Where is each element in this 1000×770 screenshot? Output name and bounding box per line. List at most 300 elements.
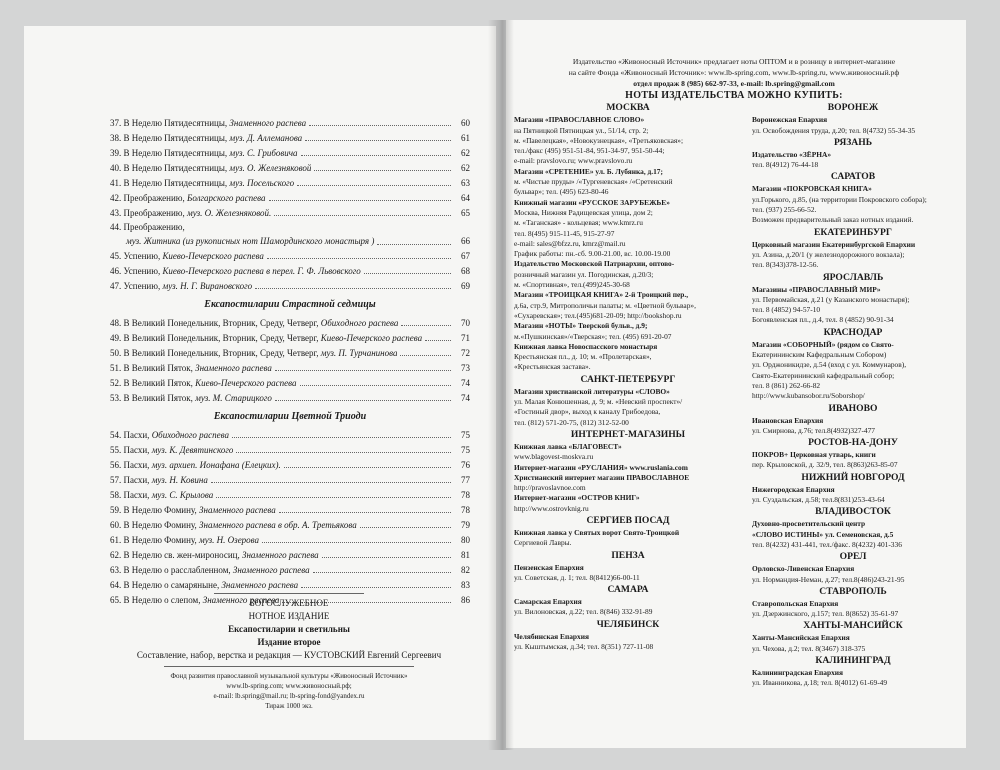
toc-page-number: 74 xyxy=(461,393,470,403)
store-line: Ханты-Мансийская Епархия xyxy=(752,633,850,643)
toc-page-number: 86 xyxy=(461,595,470,605)
store-line: Книжная лавка Новоспасского монастыря xyxy=(514,341,658,351)
store-line: Магазин «ПРАВОСЛАВНОЕ СЛОВО» xyxy=(514,115,645,125)
store-line: ул. Чехова, д.2; тел. 8(3467) 318-375 xyxy=(752,643,866,653)
toc-entry-text xyxy=(110,116,306,131)
store-line: e-mail: sales@bfzz.ru, kmrz@mail.ru xyxy=(514,238,626,248)
toc-entry-number: 38. xyxy=(110,133,122,143)
toc-entry-text xyxy=(110,161,311,176)
toc-entry-number: 51. xyxy=(110,363,122,373)
store-line: м. «Павелецкая», «Новокузнецкая», «Третьяковская»; xyxy=(514,135,684,145)
toc-entry-subtitle: Киево-Печерского распева в перел. Г. Ф. Львовского xyxy=(162,266,361,276)
store-line: Богоявленская пл., д.4, тел. 8 (4852) 90-91-34 xyxy=(752,315,894,325)
toc-entry-title: В Неделю Фомину, xyxy=(123,520,200,530)
toc-page-number: 82 xyxy=(461,565,470,575)
stores-columns xyxy=(514,101,954,688)
store-line: Ставропольская Епархия xyxy=(752,598,839,608)
toc-entry xyxy=(110,331,470,346)
toc-page-number: 72 xyxy=(461,348,470,358)
store-line: Духовно-просветительский центр xyxy=(752,519,866,529)
toc-page-number: 75 xyxy=(461,445,470,455)
stores-heading: НОТЫ ИЗДАТЕЛЬСТВА МОЖНО КУПИТЬ: xyxy=(625,90,843,101)
store-line: ул. Смирнова, д.76; тел.8(4932)327-477 xyxy=(752,425,876,435)
store-line: www.blagovest-moskva.ru xyxy=(514,452,594,462)
toc-leader-dots xyxy=(305,140,451,141)
toc-entry-title: В Великий Пяток, xyxy=(123,378,196,388)
toc-entry-title: Пасхи, xyxy=(123,445,152,455)
toc-entry-number: 58. xyxy=(110,490,122,500)
store-line: Воронежская Епархия xyxy=(752,115,828,125)
publisher-intro xyxy=(514,56,954,89)
toc-entry-title: В Неделю св. жен-мироносиц, xyxy=(123,550,242,560)
store-line: розничный магазин ул. Погодинская, д.20/3; xyxy=(514,269,654,279)
city-heading: САНКТ-ПЕТЕРБУРГ xyxy=(580,373,676,385)
store-line: Ивановская Епархия xyxy=(752,415,824,425)
toc-entry-text xyxy=(110,518,357,533)
toc-page-number: 69 xyxy=(461,281,470,291)
colophon-sites: www.lb-spring.com; www.живоносный.рф; xyxy=(226,682,352,690)
store-line: http://www.ostrovknig.ru xyxy=(514,503,589,513)
toc-leader-dots xyxy=(211,482,451,483)
toc-entry-number: 45. xyxy=(110,251,122,261)
colophon-title: Ексапостиларии и светильны xyxy=(228,624,350,634)
city-heading: ВЛАДИВОСТОК xyxy=(815,506,891,518)
toc-entry xyxy=(110,428,470,443)
toc-entry xyxy=(110,191,470,206)
toc-section-heading: Ексапостиларии Страстной седмицы xyxy=(204,299,376,310)
toc-entry-text xyxy=(110,316,398,331)
toc-entry-subtitle: Обихoдного распева xyxy=(320,318,399,328)
store-line: Магазины «ПРАВОСЛАВНЫЙ МИР» xyxy=(752,284,881,294)
toc-entry-title: В Великий Пяток, xyxy=(123,363,196,373)
toc-entry xyxy=(110,473,470,488)
store-line: Церковный магазин Екатеринбургской Епархии xyxy=(752,239,916,249)
toc-entry-text xyxy=(110,563,310,578)
store-line: http://pravoslavnoe.com xyxy=(514,483,586,493)
toc-entry-title: Преображению, xyxy=(123,222,185,232)
toc-section-heading: Ексапостиларии Цветной Триоди xyxy=(213,411,367,422)
store-line: Свято-Екатерининский кафедральный собор; xyxy=(752,370,895,380)
toc-entry xyxy=(110,488,470,503)
toc-leader-dots xyxy=(236,452,451,453)
toc-leader-dots xyxy=(400,355,451,356)
store-line: Магазин «ТРОИЦКАЯ КНИГА» 2-й Троицкий пер., xyxy=(514,290,689,300)
toc-entry-title: Успению, xyxy=(123,251,163,261)
toc-entry-subtitle: муз. Н. Озерова xyxy=(199,535,260,545)
toc-leader-dots xyxy=(279,512,451,513)
toc-entry-subtitle: муз. архиеп. Ионафана (Елецких). xyxy=(151,460,281,470)
store-line: ул.Горького, д.85, (на территории Покровского собора); xyxy=(752,194,927,204)
toc-entry-title: В Великий Понедельник, Вторник, Среду, Четверг, xyxy=(123,348,321,358)
toc-entry-number: 65. xyxy=(110,595,122,605)
toc-entry xyxy=(110,458,470,473)
toc-page-number: 75 xyxy=(461,430,470,440)
store-line: тел. (812) 571-20-75, (812) 312-52-00 xyxy=(514,417,629,427)
city-heading: КРАСНОДАР xyxy=(823,326,883,338)
toc-entry-number: 60. xyxy=(110,520,122,530)
toc-entry-title: Пасхи, xyxy=(123,430,152,440)
toc-entry xyxy=(110,518,470,533)
toc-entry-number: 41. xyxy=(110,178,122,188)
store-line: м. «Таганская» - кольцевая; www.kmrz.ru xyxy=(514,218,643,228)
store-line: Книжный магазин «РУССКОЕ ЗАРУБЕЖЬЕ» xyxy=(514,197,670,207)
toc-leader-dots xyxy=(401,325,451,326)
toc-entry-subtitle: муз. М. Старицкого xyxy=(195,393,272,403)
city-heading: САРАТОВ xyxy=(830,171,876,183)
store-line: Магазин «СРЕТЕНИЕ» ул. Б. Лубянка, д.17; xyxy=(514,166,663,176)
toc-entry-text xyxy=(110,176,294,191)
toc-page-number: 62 xyxy=(461,148,470,158)
toc-entry-text xyxy=(110,458,281,473)
store-line: e-mail: pravslovo.ru; www.pravslovo.ru xyxy=(514,156,633,166)
toc-entry-text xyxy=(110,249,264,264)
toc-entry-subtitle: муз. О. Железняковой. xyxy=(187,208,272,218)
city-heading: РОСТОВ-НА-ДОНУ xyxy=(808,437,898,449)
toc-leader-dots xyxy=(300,385,451,386)
toc-entry xyxy=(110,279,470,294)
toc-leader-dots xyxy=(262,542,451,543)
toc-entry xyxy=(110,376,470,391)
toc-entry-title: В Великий Понедельник, Вторник, Среду, Четверг, xyxy=(123,333,321,343)
toc-page-number: 71 xyxy=(461,333,470,343)
city-heading: САМАРА xyxy=(607,584,649,596)
store-line: ул. Советская, д. 1; тел. 8(8412)66-00-11 xyxy=(514,572,640,582)
city-heading: ВОРОНЕЖ xyxy=(827,102,879,114)
store-line: Магазин «ПОКРОВСКАЯ КНИГА» xyxy=(752,184,872,194)
toc-entry-text xyxy=(110,428,229,443)
toc-entry-number: 42. xyxy=(110,193,122,203)
toc-entry-title: В Великий Пяток, xyxy=(123,393,196,403)
toc-entry-number: 47. xyxy=(110,281,122,291)
toc-page-number: 73 xyxy=(461,363,470,373)
city-heading: ХАНТЫ-МАНСИЙСК xyxy=(803,620,903,632)
toc-leader-dots xyxy=(275,370,451,371)
toc-entry-subtitle: муз. П. Турчанинова xyxy=(320,348,398,358)
toc-entry-title: В Великий Понедельник, Вторник, Среду, Четверг, xyxy=(123,318,321,328)
store-line: Издательство «ЗЁРНА» xyxy=(752,149,832,159)
toc-entry xyxy=(110,116,470,131)
toc-leader-dots xyxy=(275,400,451,401)
stores-column-left xyxy=(514,101,742,688)
store-line: Магазин «СОБОРНЫЙ» (рядом со Свято- xyxy=(752,339,894,349)
toc-entry-title: В Неделю Фомину, xyxy=(123,505,200,515)
store-line: Интернет-магазин «РУСЛАНИЯ» www.ruslania.com xyxy=(514,462,688,472)
toc-entry-text xyxy=(110,264,361,279)
toc-entry-text xyxy=(110,191,266,206)
store-line: Орловско-Ливенская Епархия xyxy=(752,564,855,574)
store-line: бульвар»; тел. (495) 623-80-46 xyxy=(514,187,609,197)
store-line: Самарская Епархия xyxy=(514,597,582,607)
toc-page-number: 68 xyxy=(461,266,470,276)
store-line: на Пятницкой Пятницкая ул., 51/14, стр. 2; xyxy=(514,125,649,135)
toc-entry-subtitle: Знаменного распева xyxy=(229,118,307,128)
store-line: м. «Спортивная», тел.(499)245-30-68 xyxy=(514,280,630,290)
city-heading: ЯРОСЛАВЛЬ xyxy=(822,271,884,283)
toc-entry-subtitle: Знаменного распева xyxy=(221,580,299,590)
intro-line: Издательство «Живоносный Источник» предлагает ноты ОПТОМ и в розницу в интернет-магазине xyxy=(572,57,896,66)
toc-page-number: 77 xyxy=(461,475,470,485)
colophon-edition: Издание второе xyxy=(257,637,321,647)
toc-entry xyxy=(110,221,470,249)
toc-entry-text xyxy=(110,376,297,391)
toc-entry-subtitle: Знаменного распева xyxy=(195,363,272,373)
store-line: м.«Пушкинская»/«Тверская»; тел. (495) 691-20-07 xyxy=(514,331,672,341)
city-heading: ЧЕЛЯБИНСК xyxy=(596,618,660,630)
store-line: тел. 8(4232) 431-441, тел./факс. 8(4232) 401-336 xyxy=(752,539,902,549)
toc-entry-text xyxy=(110,221,470,234)
toc-entry xyxy=(110,361,470,376)
toc-leader-dots xyxy=(313,572,451,573)
toc-entry-text xyxy=(110,131,302,146)
toc-entry-title: Преображению, xyxy=(123,193,188,203)
toc-entry-title: Пасхи, xyxy=(123,490,152,500)
right-page xyxy=(506,20,966,748)
toc-entry-subtitle: муз. С. Грибовича xyxy=(229,148,298,158)
city-heading: КАЛИНИНГРАД xyxy=(815,654,891,666)
store-line: ул. Иванникова, д.18; тел. 8(4012) 61-69-49 xyxy=(752,678,888,688)
store-line: Калининградская Епархия xyxy=(752,667,844,677)
store-line: тел. 8 (861) 262-66-82 xyxy=(752,380,821,390)
toc-entry-title: В Неделю Пятидесятницы, xyxy=(123,178,230,188)
store-line: ул. Орджоникидзе, д.54 (вход с ул. Коммунаров), xyxy=(752,360,907,370)
toc-entry-title: В Неделю Пятидесятницы, xyxy=(123,163,230,173)
store-line: Книжная лавка «БЛАГОВЕСТ» xyxy=(514,441,622,451)
toc-leader-dots xyxy=(232,437,451,438)
toc-entry-number: 57. xyxy=(110,475,122,485)
store-line: «Гостиный двор», выход к каналу Грибоедова, xyxy=(514,407,661,417)
toc-entry-subtitle: Болгарского распева xyxy=(187,193,266,203)
toc-entry-number: 43. xyxy=(110,208,122,218)
toc-page-number: 64 xyxy=(461,193,470,203)
store-line: тел. 8(4912) 76-44-18 xyxy=(752,160,819,170)
toc-entry-title: В Неделю о расслабленном, xyxy=(123,565,233,575)
store-line: ул. Нормандия-Неман, д.27; тел.8(486)243-21-95 xyxy=(752,574,905,584)
store-line: Книжная лавка у Святых ворот Свято-Троицкой xyxy=(514,527,680,537)
toc-page-number: 65 xyxy=(461,208,470,218)
intro-line: на сайте Фонда «Живоносный Источник»: www.lb-spring.com, www.lb-spring.ru, www.живоносный.рф xyxy=(568,68,900,77)
toc-entry-text xyxy=(110,473,208,488)
city-heading: ПЕНЗА xyxy=(611,549,645,561)
toc-entry-number: 40. xyxy=(110,163,122,173)
toc-entry xyxy=(110,391,470,406)
toc-page-number: 81 xyxy=(461,550,470,560)
toc-leader-dots xyxy=(255,288,451,289)
toc-entry-subtitle: муз. К. Девятинского xyxy=(151,445,234,455)
toc-entry-number: 46. xyxy=(110,266,122,276)
toc-entry-number: 54. xyxy=(110,430,122,440)
toc-entry-text xyxy=(110,548,319,563)
toc-entry-text xyxy=(110,331,422,346)
toc-entry-title: Преображению, xyxy=(123,208,188,218)
stores-listing xyxy=(514,56,954,689)
colophon-emails: e-mail: lb.spring@mail.ru; lb-spring-fond@yandex.ru xyxy=(213,692,365,700)
toc-entry-text xyxy=(110,488,213,503)
store-line: тел. 8 (4852) 94-57-10 xyxy=(752,305,821,315)
city-heading: СТАВРОПОЛЬ xyxy=(819,585,887,597)
store-line: Челябинская Епархия xyxy=(514,631,589,641)
toc-page-number: 76 xyxy=(461,460,470,470)
store-line: «Крестьянская застава». xyxy=(514,362,591,372)
store-line: «СЛОВО ИСТИНЫ» ул. Семеновская, д.5 xyxy=(752,529,894,539)
store-line: Магазин христианской литературы «СЛОВО» xyxy=(514,386,670,396)
toc-leader-dots xyxy=(322,557,451,558)
toc-entry-subtitle: Знаменного распева xyxy=(199,505,276,515)
toc-entry-subtitle: Знаменного распева xyxy=(242,550,319,560)
toc-entry xyxy=(110,548,470,563)
store-line: Христианский интернет магазин ПРАВОСЛАВНОЕ xyxy=(514,472,690,482)
toc-entry xyxy=(110,316,470,331)
store-line: Нижегородская Епархия xyxy=(752,484,835,494)
toc-page-number: 78 xyxy=(461,505,470,515)
toc-page-number: 60 xyxy=(461,118,470,128)
store-line: ул. Освобождения труда, д.20; тел. 8(4732) 55-34-35 xyxy=(752,125,916,135)
store-line: тел. 8(495) 915-11-45, 915-27-97 xyxy=(514,228,615,238)
store-line: Крестьянская пл., д. 10; м. «Пролетарская», xyxy=(514,352,652,362)
toc-leader-dots xyxy=(274,215,451,216)
intro-contacts: отдел продаж 8 (985) 662-97-33, e-mail: lb.spring@gmail.com xyxy=(633,79,835,88)
stores-column-right xyxy=(752,101,954,688)
toc-leader-dots xyxy=(301,587,451,588)
city-heading: ЕКАТЕРИНБУРГ xyxy=(813,226,893,238)
toc-entry-subtitle: Киево-Печерского распева xyxy=(162,251,264,261)
toc-page-number: 79 xyxy=(461,520,470,530)
toc-entry xyxy=(110,346,470,361)
store-line: ул. Малая Конюшенная, д. 9; м. «Невский проспект»/ xyxy=(514,397,683,407)
toc-entry-text xyxy=(110,146,298,161)
toc-entry-number: 59. xyxy=(110,505,122,515)
city-heading: ОРЕЛ xyxy=(839,551,867,563)
divider xyxy=(214,593,364,594)
store-line: ул. Дзержинского, д.157; тел. 8(8652) 35-61-97 xyxy=(752,609,899,619)
toc-page-number: 78 xyxy=(461,490,470,500)
toc-entry xyxy=(110,264,470,279)
toc-leader-dots xyxy=(377,235,451,245)
toc-entry-subtitle: муз. О. Железняковой xyxy=(229,163,312,173)
store-line: ул. Первомайская, д.21 (у Казанского монастыря); xyxy=(752,294,910,304)
store-line: Интернет-магазин «ОСТРОВ КНИГ» xyxy=(514,493,640,503)
colophon-line: НОТНОЕ ИЗДАНИЕ xyxy=(248,611,330,621)
toc-entry-subtitle: Обиходного распева xyxy=(151,430,229,440)
store-line: ПОКРОВ+ Церковная утварь, книги xyxy=(752,450,876,460)
toc-entry xyxy=(110,176,470,191)
toc-page-number: 61 xyxy=(461,133,470,143)
toc-page-number: 74 xyxy=(461,378,470,388)
toc-entry-title: В Неделю Фомину, xyxy=(123,535,200,545)
store-line: http://www.kubansobor.ru/Soborshop/ xyxy=(752,391,865,401)
store-line: м. «Чистые пруды» /«Тургеневская» /«Сретенский xyxy=(514,177,673,187)
city-heading: ИНТЕРНЕТ-МАГАЗИНЫ xyxy=(570,428,686,440)
toc-entry-subtitle: муз. С. Крылова xyxy=(151,490,214,500)
toc-page-number: 66 xyxy=(461,236,470,246)
store-line: Возможен предварительный заказ нотных изданий. xyxy=(752,215,914,225)
toc-entry-title: Пасхи, xyxy=(123,475,152,485)
toc-entry-number: 61. xyxy=(110,535,122,545)
toc-entry xyxy=(110,161,470,176)
toc-entry-title: В Неделю о слепом, xyxy=(123,595,203,605)
toc-entry-number: 39. xyxy=(110,148,122,158)
colophon-fund: Фонд развития православной музыкальной культуры «Живоносный Источник» xyxy=(170,672,408,680)
left-page xyxy=(24,26,496,740)
table-of-contents xyxy=(110,116,470,608)
toc-page-number: 63 xyxy=(461,178,470,188)
toc-entry-subtitle: муз. Житника (из рукописных нот Шамординского монастыря ) xyxy=(126,236,375,246)
toc-entry-text xyxy=(110,391,272,406)
toc-entry-number: 48. xyxy=(110,318,122,328)
toc-entry-subtitle: муз. Н. Ковина xyxy=(151,475,208,485)
toc-entry-text xyxy=(110,533,259,548)
book-spine-shadow xyxy=(488,20,514,750)
toc-entry-text xyxy=(110,279,252,294)
city-heading: ИВАНОВО xyxy=(828,402,878,414)
toc-entry-number: 37. xyxy=(110,118,122,128)
toc-leader-dots xyxy=(301,155,451,156)
colophon xyxy=(124,591,454,711)
toc-leader-dots xyxy=(364,273,451,274)
toc-entry-title: В Неделю Пятидесятницы, xyxy=(123,118,230,128)
toc-entry-title: Пасхи, xyxy=(123,460,152,470)
toc-entry xyxy=(110,533,470,548)
toc-entry-subtitle: Киево-Печерского распева xyxy=(195,378,297,388)
toc-entry-number: 52. xyxy=(110,378,122,388)
toc-entry-subtitle: муз. Посельского xyxy=(229,178,295,188)
store-line: д.6а, стр.9, Митрополичьи палаты; м. «Цветной бульвар», xyxy=(514,300,696,310)
toc-entry-title: В Неделю о самаряныне, xyxy=(123,580,222,590)
store-line: тел./факс (495) 951-51-84, 951-34-97, 951-50-44; xyxy=(514,146,665,156)
toc-page-number: 70 xyxy=(461,318,470,328)
toc-entry-title: В Неделю Пятидесятницы, xyxy=(123,148,230,158)
store-line: ул. Азина, д.20/1 (у железнодорожного вокзала); xyxy=(752,249,905,259)
toc-entry-number: 49. xyxy=(110,333,122,343)
toc-entry-text xyxy=(110,361,272,376)
store-line: Сергиевой Лавры. xyxy=(514,538,572,548)
toc-entry-subtitle: муз. Д. Аллеманова xyxy=(229,133,303,143)
store-line: ул. Суздальская, д.58; тел.8(831)253-43-64 xyxy=(752,495,885,505)
toc-entry xyxy=(110,443,470,458)
toc-entry-number: 44. xyxy=(110,222,122,232)
store-line: Екатерининским Кафедральным Собором) xyxy=(752,350,887,360)
toc-entry xyxy=(110,563,470,578)
store-line: пер. Крыловской, д. 32/9, тел. 8(863)263-85-07 xyxy=(752,460,898,470)
toc-page-number: 62 xyxy=(461,163,470,173)
toc-leader-dots xyxy=(360,527,451,528)
store-line: ул. Вилоновская, д.22; тел. 8(846) 332-91-89 xyxy=(514,607,653,617)
toc-entry-number: 53. xyxy=(110,393,122,403)
toc-page-number: 80 xyxy=(461,535,470,545)
toc-entry-number: 55. xyxy=(110,445,122,455)
toc-entry xyxy=(110,206,470,221)
store-line: Издательство Московской Патриархии, оптово- xyxy=(514,259,675,269)
toc-leader-dots xyxy=(284,467,451,468)
toc-entry-title: Успению, xyxy=(123,266,163,276)
toc-entry-number: 63. xyxy=(110,565,122,575)
toc-entry-number: 64. xyxy=(110,580,122,590)
toc-page-number: 83 xyxy=(461,580,470,590)
toc-entry-number: 62. xyxy=(110,550,122,560)
toc-entry-subtitle: Киево-Печерского распева xyxy=(320,333,423,343)
city-heading: СЕРГИЕВ ПОСАД xyxy=(586,514,670,526)
store-line: Магазин «НОТЫ» Тверской бульв., д.9; xyxy=(514,321,648,331)
toc-entry-text xyxy=(110,443,233,458)
toc-leader-dots xyxy=(314,170,451,171)
toc-entry-number: 56. xyxy=(110,460,122,470)
toc-entry-subtitle: Знаменного распева в обр. А. Третьякова xyxy=(199,520,357,530)
store-line: Пензенская Епархия xyxy=(514,562,584,572)
store-line: ул. Кыштымская, д.34; тел. 8(351) 727-11-08 xyxy=(514,642,654,652)
city-heading: НИЖНИЙ НОВГОРОД xyxy=(801,471,905,483)
toc-entry-subtitle: Знаменного распева xyxy=(232,565,310,575)
colophon-line: БОГОСЛУЖЕБНОЕ xyxy=(249,598,329,608)
toc-entry-text xyxy=(110,346,397,361)
